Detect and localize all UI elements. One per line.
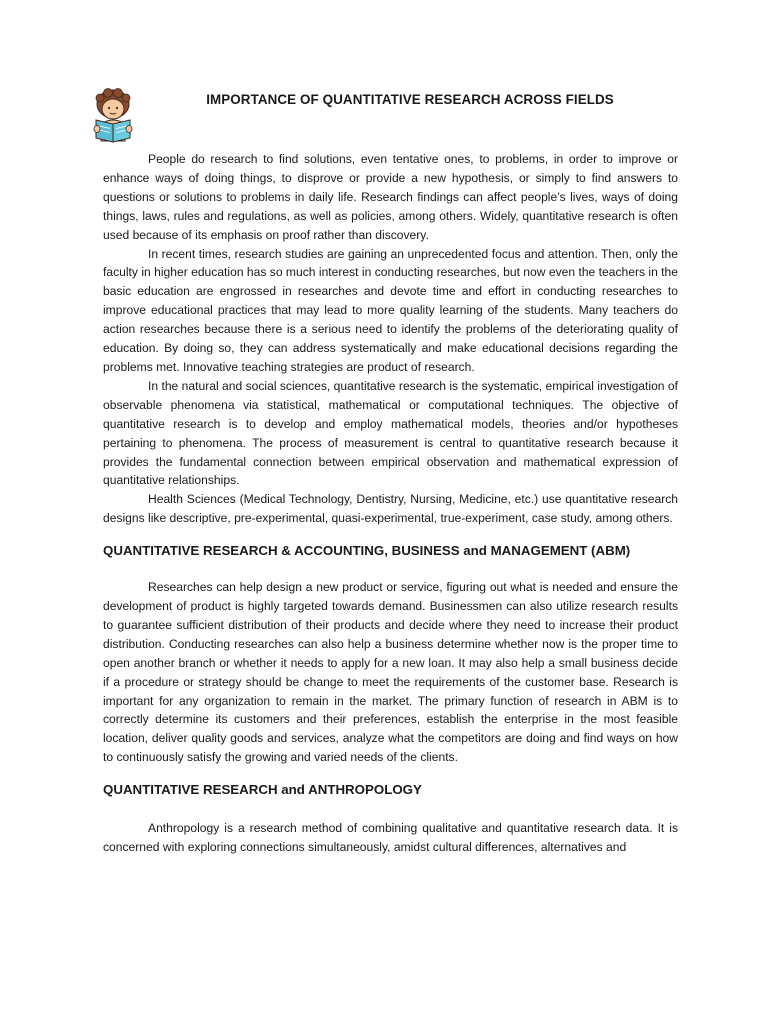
intro-paragraph: In recent times, research studies are gaining an unprecedented focus and attention. Then, only the faculty in higher education has so much interest in conducting researches, but now even the teachers in the basic education are engrossed in researches and devote time and effort in conducting researches to improve educational practices that may lead to more quality learning of the students. Many teachers do action researches because there is a serious need to identify the problems of the deteriorating quality of education. By doing so, they can address systematically and make educational decisions regarding the problems met. Innovative teaching strategies are product of research. xyxy=(103,246,678,374)
spacer xyxy=(103,528,678,542)
spacer xyxy=(103,560,678,578)
child-reading-book-icon xyxy=(84,86,142,144)
document-title: IMPORTANCE OF QUANTITATIVE RESEARCH ACROSS FIELDS xyxy=(206,92,614,107)
section-paragraph-anthropology: Anthropology is a research method of combining qualitative and quantitative research data. It is concerned with exploring connections simultaneously, amidst cultural differences, alternatives and xyxy=(103,821,678,855)
section-paragraph-abm: Researches can help design a new product or service, figuring out what is needed and ensure the development of product is highly targeted towards demand. Businessmen can also utilize research results to guarantee sufficient distribution of their products and decide where they need to increase their product distribution. Conducting researches can also help a business determine whether now is the proper time to open another branch or whether it needs to apply for a new loan. It may also help a small business decide if a procedure or strategy should be change to meet the requirements of the customer base. Research is important for any organization to remain in the market. The primary function of research in ABM is to correctly determine its customers and their preferences, establish the enterprise in the most feasible location, deliver quality goods and services, analyze what the competitors are doing and find ways on how to continuously satisfy the growing and varied needs of the clients. xyxy=(103,580,678,765)
section-heading-anthropology: QUANTITATIVE RESEARCH and ANTHROPOLOGY xyxy=(103,782,422,798)
intro-paragraph: Health Sciences (Medical Technology, Dentistry, Nursing, Medicine, etc.) use quantitative research designs like descriptive, pre-experimental, quasi-experimental, true-experiment, case study, among others. xyxy=(103,492,678,526)
document-body xyxy=(103,150,678,857)
spacer xyxy=(103,799,678,819)
intro-paragraph: People do research to find solutions, even tentative ones, to problems, in order to improve or enhance ways of doing things, to disprove or provide a new hypothesis, or simply to find answers to questions or solutions to problems in daily life. Research findings can affect people’s lives, ways of doing things, laws, rules and regulations, as well as policies, among others. Widely, quantitative research is often used because of its emphasis on proof rather than discovery. xyxy=(103,152,678,242)
spacer xyxy=(103,767,678,781)
section-heading-abm: QUANTITATIVE RESEARCH & ACCOUNTING, BUSINESS and MANAGEMENT (ABM) xyxy=(103,543,631,559)
intro-paragraph: In the natural and social sciences, quantitative research is the systematic, empirical investigation of observable phenomena via statistical, mathematical or computational techniques. The objective of quantitative research is to develop and employ mathematical models, theories and/or hypotheses pertaining to phenomena. The process of measurement is central to quantitative research because it provides the fundamental connection between empirical observation and mathematical expression of quantitative relationships. xyxy=(103,378,678,488)
